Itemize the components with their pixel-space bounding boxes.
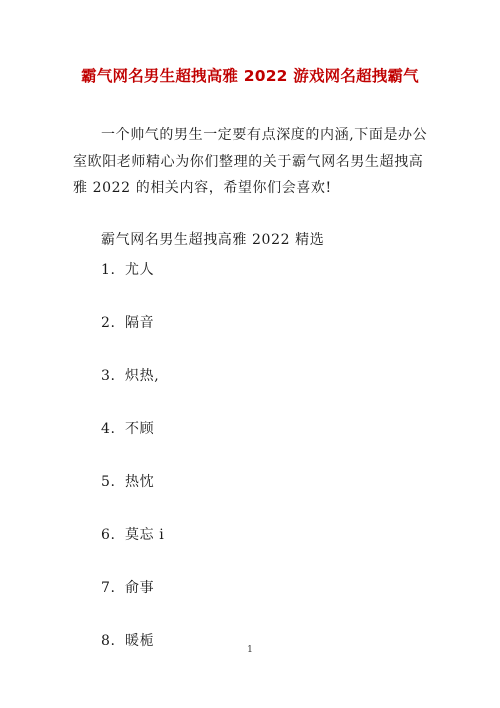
list-item-text: 尤人 [125, 262, 155, 278]
name-list [101, 259, 164, 683]
list-item-number: 2. [101, 315, 116, 331]
list-item-number: 6. [101, 527, 116, 543]
list-item-number: 8. [101, 633, 116, 649]
list-item-text: 隔音 [125, 315, 155, 331]
list-item-text: 热忱 [125, 474, 155, 490]
list-item-number: 5. [101, 474, 116, 490]
list-item-number: 7. [101, 580, 116, 596]
list-item-number: 4. [101, 421, 116, 437]
list-item [101, 524, 164, 577]
list-item [101, 312, 164, 365]
list-item [101, 418, 164, 471]
list-item-number: 1. [101, 262, 116, 278]
list-item-number: 3. [101, 368, 116, 384]
list-item-text: 不顾 [125, 421, 155, 437]
section-heading: 霸气网名男生超拽高雅 2022 精选 [101, 232, 325, 248]
list-item [101, 259, 164, 312]
page-number: 1 [247, 645, 253, 655]
list-item [101, 471, 164, 524]
document-title: 霸气网名男生超拽高雅 2022 游戏网名超拽霸气 [81, 67, 419, 85]
intro-paragraph: 一个帅气的男生一定要有点深度的内涵,下面是办公室欧阳老师精心为你们整理的关于霸气网名男生超拽高雅 2022 的相关内容，希望你们会喜欢! [73, 127, 428, 196]
list-item-text: 莫忘 i [125, 527, 165, 543]
list-item-text: 俞事 [125, 580, 155, 596]
list-item [101, 630, 164, 683]
list-item-text: 炽热, [125, 368, 160, 384]
list-item [101, 577, 164, 630]
list-item [101, 365, 164, 418]
list-item-text: 暖栀 [125, 633, 155, 649]
